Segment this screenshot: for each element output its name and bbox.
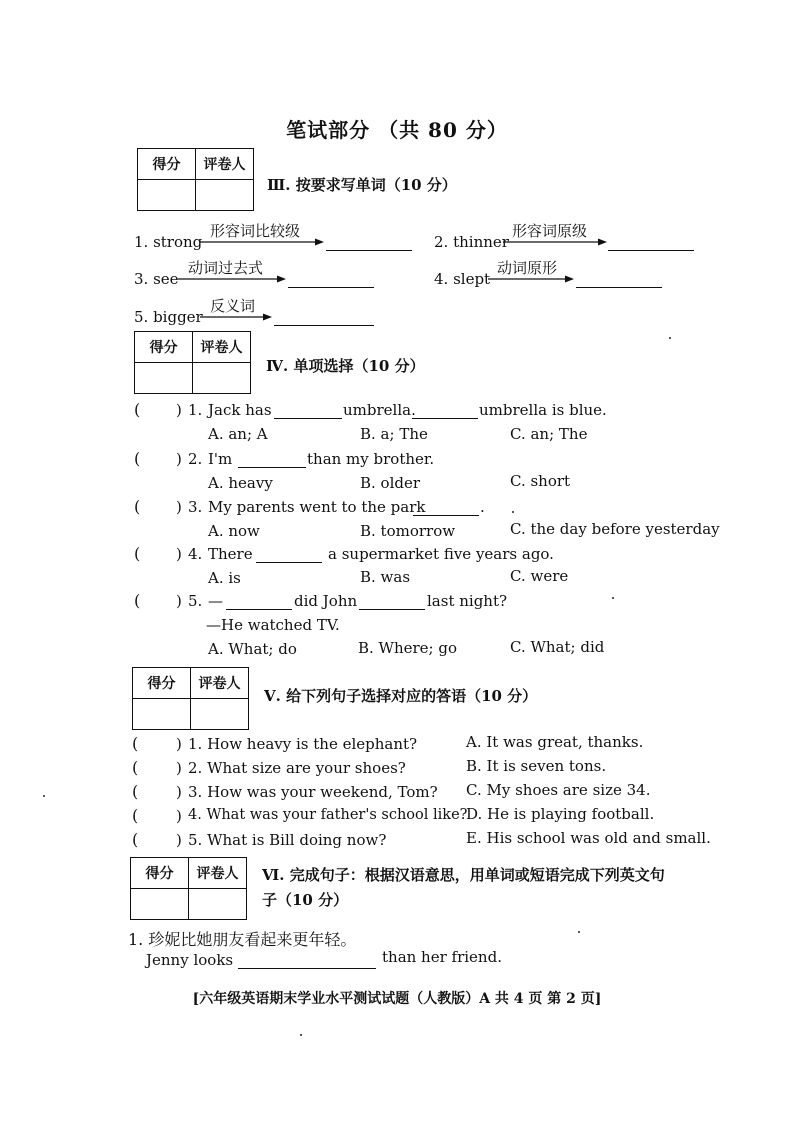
grader-cell[interactable] [191,699,249,730]
question-text: a supermarket five years ago. [328,545,554,563]
match-answer: C. My shoes are size 34. [466,781,651,799]
scan-speck [512,511,514,513]
hint-3: 动词过去式 [188,259,264,277]
option-c[interactable]: C. the day before yesterday [510,520,720,538]
answer-paren-close[interactable]: ) [176,545,182,563]
scan-speck [578,931,580,933]
arrow-icon [488,274,574,284]
question-text: There [208,545,253,563]
match-answer: E. His school was old and small. [466,829,711,847]
page-footer: [六年级英语期末学业水平测试试题（人教版）A 共 4 页 第 2 页] [192,991,602,1007]
question-text: umbrella is blue. [479,401,607,419]
score-cell[interactable] [135,363,193,394]
score-box [137,148,254,211]
option-b[interactable]: B. was [360,568,411,586]
answer-paren-open: ( [134,449,141,468]
question-text: I'm [208,450,233,468]
match-question: 3. How was your weekend, Tom? [188,783,438,801]
question-text: than my brother. [307,450,435,468]
option-b[interactable]: B. a; The [360,425,428,443]
match-question: 1. How heavy is the elephant? [188,735,418,753]
answer-paren-close[interactable]: ) [176,783,182,801]
arrow-icon [200,312,272,322]
grader-cell[interactable] [196,180,254,211]
option-a[interactable]: A. an; A [208,425,268,443]
answer-paren-close[interactable]: ) [176,592,182,610]
question-text: Jack has [208,401,272,419]
answer-paren-close[interactable]: ) [176,401,182,419]
match-answer: B. It is seven tons. [466,757,607,775]
score-label: 得分 [133,668,191,699]
question-text: Jenny looks [146,951,234,969]
section-6-heading: Ⅵ. 完成句子：根据汉语意思，用单词或短语完成下列英文句 [262,866,665,884]
question-number: 4. [188,545,203,563]
scan-speck [43,795,45,797]
answer-blank[interactable] [238,954,376,969]
answer-paren-open: ( [132,830,139,849]
question-text: My parents went to the park [208,498,426,516]
word-item-4: 4. slept [434,270,491,288]
hint-5: 反义词 [210,297,256,315]
question-text: umbrella. [343,401,416,419]
answer-paren-open: ( [134,591,141,610]
answer-paren-open: ( [134,544,141,563]
option-a[interactable]: A. is [208,569,241,587]
page-title: 笔试部分 （共 80 分） [286,118,508,142]
word-item-3: 3. see [134,270,179,288]
grader-label: 评卷人 [191,668,249,699]
answer-paren-open: ( [132,758,139,777]
question-number: 5. [188,592,203,610]
answer-paren-open: ( [132,782,139,801]
question-chinese: 1. 珍妮比她朋友看起来更年轻。 [128,930,357,949]
answer-blank[interactable] [274,404,342,419]
grader-cell[interactable] [189,889,247,920]
answer-blank[interactable] [413,501,479,516]
section-3-heading: Ⅲ. 按要求写单词（10 分） [267,176,457,194]
question-text: . [480,498,485,516]
answer-blank[interactable] [288,273,374,288]
match-question: 5. What is Bill doing now? [188,831,387,849]
option-b[interactable]: B. older [360,474,421,492]
answer-blank[interactable] [238,453,306,468]
score-box [132,667,249,730]
grader-cell[interactable] [193,363,251,394]
question-text: last night? [427,592,508,610]
section-4-heading: Ⅳ. 单项选择（10 分） [266,357,425,375]
answer-blank[interactable] [226,595,292,610]
answer-paren-close[interactable]: ) [176,807,182,825]
scan-speck [612,597,614,599]
option-a[interactable]: A. now [208,522,260,540]
answer-blank[interactable] [608,236,694,251]
option-b[interactable]: B. tomorrow [360,522,456,540]
answer-blank[interactable] [326,236,412,251]
grader-label: 评卷人 [193,332,251,363]
answer-paren-close[interactable]: ) [176,735,182,753]
match-answer: A. It was great, thanks. [466,733,644,751]
score-cell[interactable] [133,699,191,730]
question-number: 1. [188,401,203,419]
section-5-heading: Ⅴ. 给下列句子选择对应的答语（10 分） [264,687,538,705]
hint-1: 形容词比较级 [210,222,301,240]
option-c[interactable]: C. were [510,567,569,585]
answer-paren-open: ( [132,806,139,825]
score-box [134,331,251,394]
answer-paren-close[interactable]: ) [176,450,182,468]
answer-blank[interactable] [576,273,662,288]
question-text: — [208,592,223,610]
grader-label: 评卷人 [189,858,247,889]
option-c[interactable]: C. short [510,472,571,490]
grader-label: 评卷人 [196,149,254,180]
word-item-2: 2. thinner [434,233,509,251]
option-a[interactable]: A. What; do [208,640,297,658]
answer-line: —He watched TV. [206,616,340,634]
question-text: did John [294,592,358,610]
question-number: 2. [188,450,203,468]
option-c[interactable]: C. an; The [510,425,588,443]
arrow-icon [178,274,286,284]
word-item-5: 5. bigger [134,308,203,326]
match-question: 4. What was your father's school like? [188,807,468,823]
hint-4: 动词原形 [497,259,558,277]
score-label: 得分 [138,149,196,180]
answer-paren-open: ( [134,400,141,419]
word-item-1: 1. strong [134,233,203,251]
option-c[interactable]: C. What; did [510,638,605,656]
option-b[interactable]: B. Where; go [358,639,458,657]
answer-blank[interactable] [412,404,478,419]
score-cell[interactable] [138,180,196,211]
answer-paren-close[interactable]: ) [176,759,182,777]
score-cell[interactable] [131,889,189,920]
answer-blank[interactable] [274,311,374,326]
answer-paren-open: ( [134,497,141,516]
hint-2: 形容词原级 [512,222,588,240]
option-a[interactable]: A. heavy [208,474,273,492]
section-6-heading-cont: 子（10 分） [262,891,349,909]
question-number: 3. [188,498,203,516]
answer-blank[interactable] [359,595,425,610]
match-question: 2. What size are your shoes? [188,759,406,777]
answer-paren-open: ( [132,734,139,753]
answer-paren-close[interactable]: ) [176,831,182,849]
scan-speck [300,1034,302,1036]
arrow-icon [200,237,324,247]
answer-blank[interactable] [256,548,322,563]
arrow-icon [503,237,607,247]
scan-speck [669,337,671,339]
answer-paren-close[interactable]: ) [176,498,182,516]
score-label: 得分 [135,332,193,363]
score-box [130,857,247,920]
question-text: than her friend. [382,948,502,966]
score-label: 得分 [131,858,189,889]
match-answer: D. He is playing football. [466,805,655,823]
